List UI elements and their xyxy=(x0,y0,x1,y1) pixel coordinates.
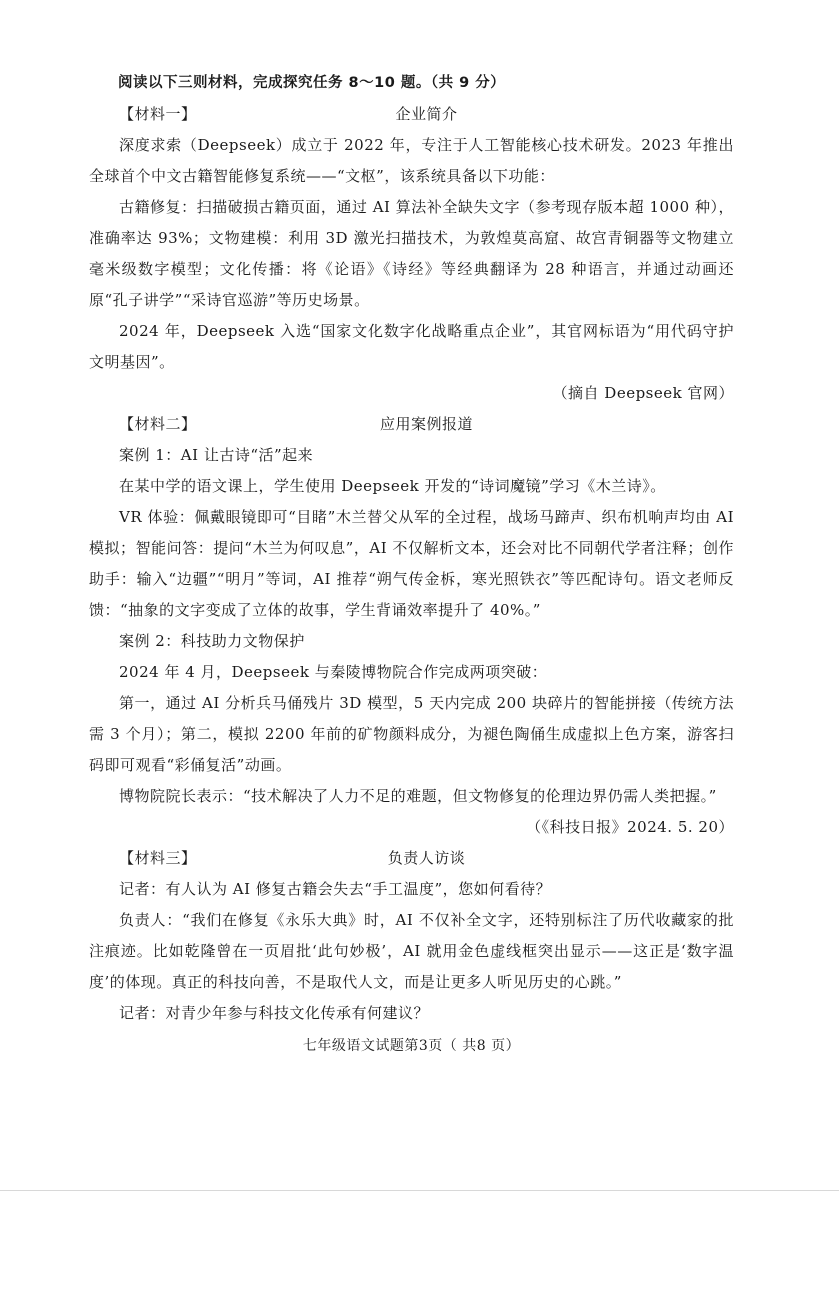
case2-title: 案例 2：科技助力文物保护 xyxy=(119,632,305,650)
material1-tag: 【材料一】 xyxy=(119,105,197,123)
case1-title: 案例 1：AI 让古诗“活”起来 xyxy=(119,446,314,464)
material2-paragraph: 第一，通过 AI 分析兵马俑残片 3D 模型，5 天内完成 200 块碎片的智能拼接（传统方法需 3 个月）；第二，模拟 2200 年前的矿物颜料成分，为褪色陶俑生成虚拟上色方案，游客扫码即可观看“彩俑复活”动画。 xyxy=(89,694,734,774)
material2-paragraph: 2024 年 4 月，Deepseek 与秦陵博物院合作完成两项突破： xyxy=(119,663,548,681)
material1-paragraph: 古籍修复：扫描破损古籍页面，通过 AI 算法补全缺失文字（参考现存版本超 1000 种），准确率达 93%；文物建模：利用 3D 激光扫描技术，为敦煌莫高窟、故宫青铜器等文物建立毫米级数字模型；文化传播：将《论语》《诗经》等经典翻译为 28 种语言，并通过动画还原“孔子讲学”“采诗官巡游”等历史场景。 xyxy=(89,198,734,309)
material2-title: 应用案例报道 xyxy=(379,415,473,433)
material2-source: （《科技日报》2024. 5. 20） xyxy=(526,818,734,836)
material1-heading xyxy=(119,99,734,130)
material3-tag: 【材料三】 xyxy=(119,849,197,867)
material2-tag: 【材料二】 xyxy=(119,415,197,433)
interview-answer: 负责人：“我们在修复《永乐大典》时，AI 不仅补全文字，还特别标注了历代收藏家的批注痕迹。比如乾隆曾在一页眉批‘此句妙极’，AI 就用金色虚线框突出显示——这正是‘数字温度’的体现。真正的科技向善，不是取代人文，而是让更多人听见历史的心跳。” xyxy=(89,911,734,991)
material1-paragraph: 深度求索（Deepseek）成立于 2022 年，专注于人工智能核心技术研发。2023 年推出全球首个中文古籍智能修复系统——“文枢”，该系统具备以下功能： xyxy=(89,136,734,185)
material1-paragraph: 2024 年，Deepseek 入选“国家文化数字化战略重点企业”，其官网标语为“用代码守护文明基因”。 xyxy=(89,322,734,371)
page-content xyxy=(89,68,734,1062)
page-footer: 七年级语文试题第3页（ 共8 页） xyxy=(302,1038,521,1054)
material1-title: 企业简介 xyxy=(395,105,458,123)
material3-heading xyxy=(119,843,734,874)
interview-question: 记者：对青少年参与科技文化传承有何建议？ xyxy=(119,1004,430,1022)
material2-heading xyxy=(119,409,734,440)
material2-paragraph: 在某中学的语文课上，学生使用 Deepseek 开发的“诗词魔镜”学习《木兰诗》。 xyxy=(119,477,666,495)
interview-question: 记者：有人认为 AI 修复古籍会失去“手工温度”，您如何看待？ xyxy=(119,880,552,898)
page-separator-area xyxy=(0,1190,839,1310)
material2-paragraph: 博物院院长表示：“技术解决了人力不足的难题，但文物修复的伦理边界仍需人类把握。” xyxy=(119,787,717,805)
material1-source: （摘自 Deepseek 官网） xyxy=(552,384,734,402)
material3-title: 负责人访谈 xyxy=(387,849,466,867)
instruction-heading: 阅读以下三则材料，完成探究任务 8～10 题。（共 9 分） xyxy=(118,75,506,91)
material2-paragraph: VR 体验：佩戴眼镜即可“目睹”木兰替父从军的全过程，战场马蹄声、织布机响声均由 AI 模拟；智能问答：提问“木兰为何叹息”，AI 不仅解析文本，还会对比不同朝代学者注释；创作助手：输入“边疆”“明月”等词，AI 推荐“朔气传金柝，寒光照铁衣”等匹配诗句。语文老师反馈：“抽象的文字变成了立体的故事，学生背诵效率提升了 40%。” xyxy=(89,508,734,619)
